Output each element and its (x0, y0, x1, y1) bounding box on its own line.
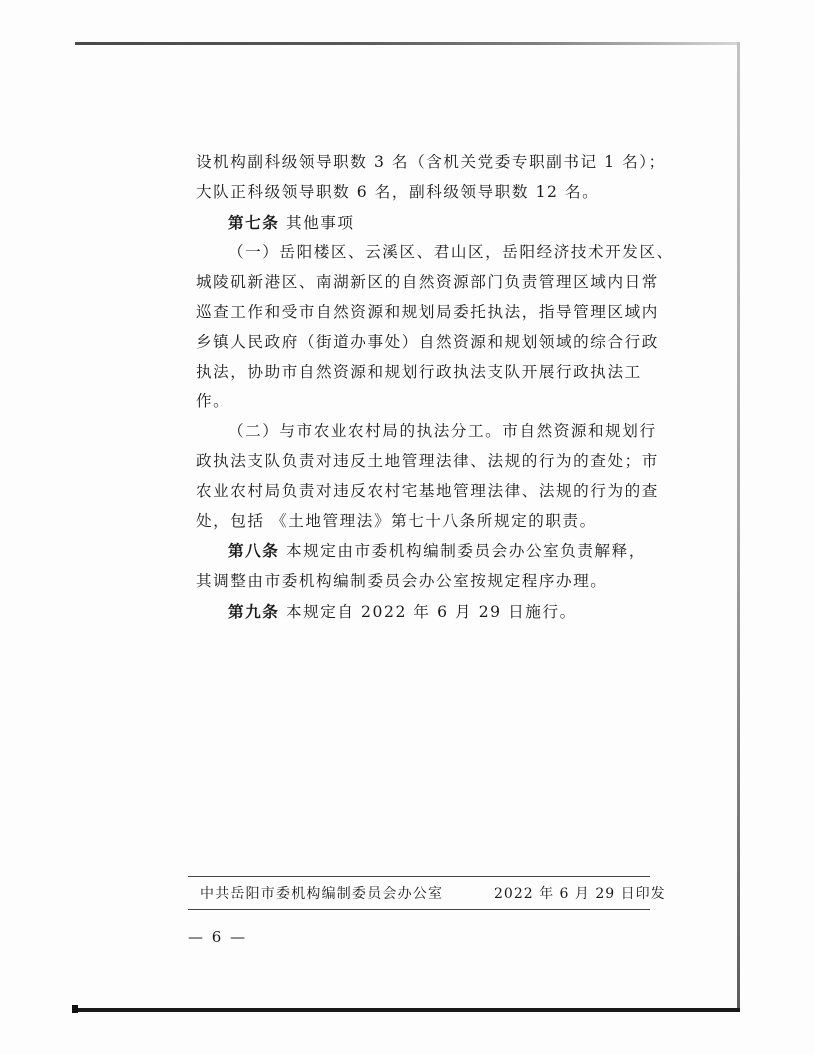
footer-issuer: 中共岳阳市委机构编制委员会办公室 (200, 886, 444, 902)
article-7-item-1-line: 作。 (196, 392, 231, 411)
article-8-line-2: 其调整由市委机构编制委员会办公室按规定程序办理。 (196, 572, 608, 591)
document-body (196, 148, 674, 628)
body-line: 设机构副科级领导职数 3 名（含机关党委专职副书记 1 名）； (196, 153, 666, 171)
article-9-text: 本规定自 2022 年 6 月 29 日施行。 (285, 602, 577, 621)
article-9 (196, 597, 666, 628)
article-7-item-2-line: 处，包括 《土地管理法》第七十八条所规定的职责。 (196, 511, 597, 530)
article-7-item-1-line: 执法，协助市自然资源和规划行政执法支队开展行政执法工 (196, 362, 642, 381)
article-7-item-1-line: 巡查工作和受市自然资源和规划局委托执法，指导管理区域内 (196, 302, 659, 321)
article-9-heading: 第九条 (228, 601, 280, 621)
page-number: — 6 — (188, 928, 248, 946)
footer-divider-top (188, 876, 650, 877)
article-7-item-2-line: 农业农村局负责对违反农村宅基地管理法律、法规的行为的查 (196, 481, 659, 500)
article-7-item-1-line: 乡镇人民政府（街道办事处）自然资源和规划领域的综合行政 (196, 332, 659, 351)
footer-date: 2022 年 6 月 29 日印发 (494, 886, 666, 902)
article-7-item-1-line: 城陵矶新港区、南湖新区的自然资源部门负责管理区域内日常 (196, 273, 659, 292)
article-7-heading: 第七条 (228, 212, 280, 232)
article-7-title: 其他事项 (285, 213, 355, 232)
article-7-item-2-line: （二）与市农业农村局的执法分工。市自然资源和规划行 (228, 422, 657, 441)
scan-edge-top (75, 42, 738, 45)
scan-edge-bottom (75, 1008, 740, 1012)
article-8-line-1: 本规定由市委机构编制委员会办公室负责解释， (285, 542, 646, 561)
article-7 (196, 208, 666, 239)
scan-edge-right (737, 42, 740, 1012)
article-8 (196, 536, 666, 567)
article-7-item-2-line: 政执法支队负责对违反土地管理法律、法规的行为的查处；市 (196, 451, 659, 470)
body-line: 大队正科级领导职数 6 名，副科级领导职数 12 名。 (196, 182, 600, 201)
article-7-item-1-line: （一）岳阳楼区、云溪区、君山区，岳阳经济技术开发区、 (228, 243, 674, 262)
footer-divider-bottom (188, 909, 650, 910)
scan-corner-mark (72, 1005, 78, 1013)
article-8-heading: 第八条 (228, 541, 280, 561)
